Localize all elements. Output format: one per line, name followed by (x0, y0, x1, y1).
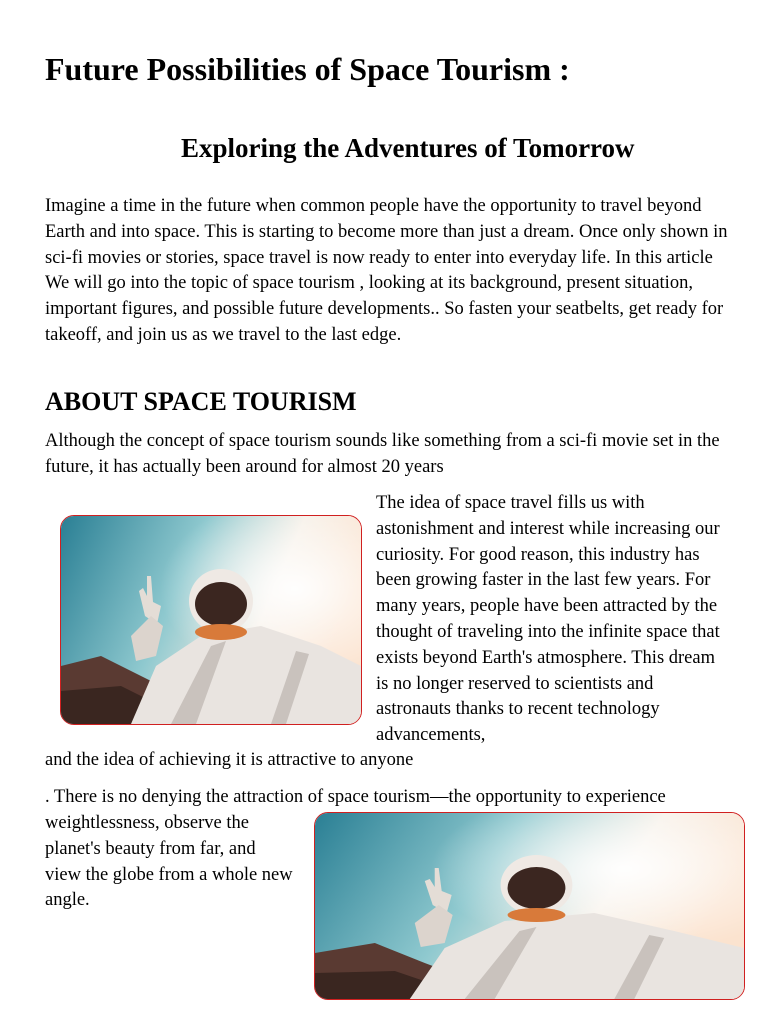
section-heading: ABOUT SPACE TOURISM (45, 387, 357, 416)
astronaut-photo-2-graphic (315, 813, 744, 999)
astronaut-photo-1 (60, 515, 362, 725)
intro-paragraph: Imagine a time in the future when common people have the opportunity to travel beyond Earth and into space. This is starting to become more than just a dream. Once only shown in sci-fi movies or stories, space travel is now ready to enter into everyday life. In this article We will go into the topic of space tourism , looking at its background, present situation, important figures, and possible future developments.. So fasten your seatbelts, get ready for takeoff, and join us as we travel to the last edge. (45, 196, 728, 345)
astronaut-photo-2 (314, 812, 745, 1000)
astronaut-photo-1-graphic (61, 516, 361, 724)
page-title: Future Possibilities of Space Tourism : (45, 51, 570, 87)
about-paragraph: Although the concept of space tourism sounds like something from a sci-fi movie set in the future, it has actually been around for almost 20 years (45, 431, 720, 477)
wrap-paragraph: The idea of space travel fills us with astonishment and interest while increasing our curiosity. For good reason, this industry has been growing faster in the last few years. For many years, people have been attracted by the thought of traveling into the infinite space that exists beyond Earth's atmosphere. This dream is no longer reserved to scientists and astronauts thanks to recent technology advancements, (376, 493, 720, 746)
wrap-paragraph-tail: and the idea of achieving it is attractive to anyone (45, 750, 414, 770)
closing-paragraph-rest: weightlessness, observe the planet's beauty from far, and view the globe from a whole new angle. (45, 813, 293, 911)
closing-paragraph-line1: . There is no denying the attraction of space tourism—the opportunity to experience (45, 787, 666, 807)
page-subtitle: Exploring the Adventures of Tomorrow (181, 133, 635, 163)
